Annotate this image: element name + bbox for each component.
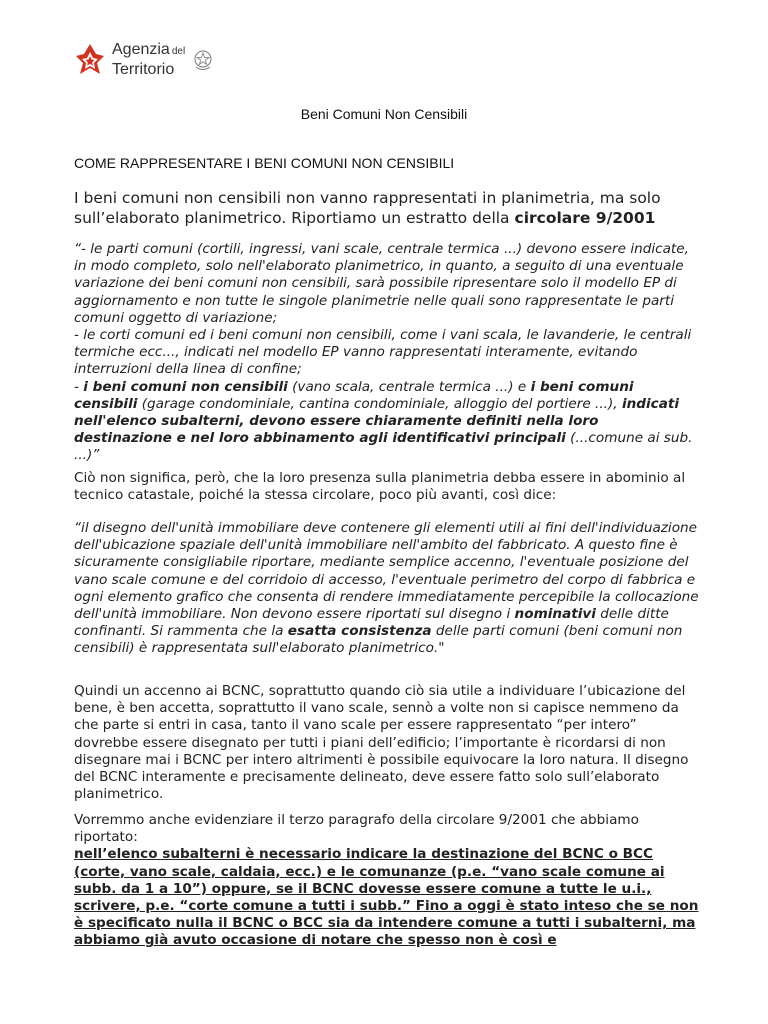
agenzia-logo (74, 40, 213, 80)
paragraph-2: Quindi un accenno ai BCNC, soprattutto quando ciò sia utile a individuare l’ubicazione del bene, è ben accetta, soprattutto il vano scale, sennò a volte non si capisce nemmeno da che parte si entri in casa, tanto il vano scale per essere rappresentato “per intero” dovrebbe essere disegnato per tutti i piani dell’edificio; l’importante è ricordarsi di non disegnare mai i BCNC per intero altrimenti è possibile equivocare la loro natura. Il disegno del BCNC interamente e precisamente delineato, deve essere fatto solo sull’elaborato planimetrico. (74, 683, 689, 803)
quote1-p2: - le corti comuni ed i beni comuni non censibili, come i vani scala, le lavanderie, le centrali termiche ecc..., indicati nel modello EP vanno rappresentati interamente, evitando interruzioni della linea di confine; (74, 327, 692, 378)
quote1-p3-g: (...comune ai sub. ...)” (74, 430, 693, 464)
agenzia-wordmark (112, 41, 185, 79)
quote-circolare-1 (74, 241, 700, 465)
quote1-p3-a: - (74, 378, 84, 395)
paragraph-1: Ciò non significa, però, che la loro presenza sulla planimetria debba essere in abominio al tecnico catastale, poiché la stessa circolare, poco più avanti, così dice: (74, 470, 686, 504)
logo-agenzia: Agenzia (112, 41, 170, 58)
quote1-p3 (74, 379, 700, 465)
quote1-p3-f: indicati nell'elenco subalterni, devono essere chiaramente definiti nella loro destinazione e nel loro abbinamento agli identificativi principali (74, 395, 680, 447)
logo-territorio: Territorio (112, 61, 175, 78)
quote2-e: delle parti comuni (beni comuni non censibili) è rappresentata sull'elaborato planimetrico." (74, 623, 683, 657)
intro-paragraph (74, 188, 694, 228)
quote1-p3-b: i beni comuni non censibili (83, 378, 288, 395)
paragraph-3-underlined: nell’elenco subalterni è necessario indicare la destinazione del BCNC o BCC (corte, vano scale, caldaia, ecc.) e le comunanze (p.e. “vano scale comune ai subb. da 1 a 10”) oppure, se il BCNC dovesse essere comune a tutte le u.i., scrivere, p.e. “corte comune a tutti i subb.” Fino a oggi è stato inteso che se non è specificato nulla il BCNC o BCC sia da intendere comune a tutti i subalterni, ma abbiamo già avuto occasione di notare che spesso non è così e (74, 846, 699, 949)
intro-text: I beni comuni non censibili non vanno rappresentati in planimetria, ma solo sull’elaborato planimetrico. Riportiamo un estratto della (74, 189, 661, 227)
paragraph-3 (74, 812, 700, 950)
quote1-p3-d: i beni comuni censibili (74, 378, 634, 412)
page-title: Beni Comuni Non Censibili (300, 106, 468, 122)
section-heading: COME RAPPRESENTARE I BENI COMUNI NON CENSIBILI (74, 155, 455, 171)
republic-emblem-icon (193, 48, 213, 72)
quote2-d: esatta consistenza (287, 623, 432, 640)
quote1-p3-e: (garage condominiale, cantina condominiale, alloggio del portiere ...), (137, 395, 622, 412)
paragraph-3-intro: Vorremmo anche evidenziare il terzo paragrafo della circolare 9/2001 che abbiamo riportato: (74, 812, 639, 846)
quote1-p1: “- le parti comuni (cortili, ingressi, vani scale, centrale termica ...) devono essere indicate, in modo completo, solo nell'elaborato planimetrico, in quanto, a seguito di una eventuale variazione dei beni comuni non censibili, sarà possibile ripresentare solo il modello EP di aggiornamento e non tutte le singole planimetrie nelle quali sono rappresentate le parti comuni oggetto di variazione; (74, 241, 689, 326)
quote-circolare-2 (74, 520, 700, 658)
logo-del: del (171, 46, 186, 57)
agenzia-star-icon (74, 42, 106, 78)
intro-bold: circolare 9/2001 (514, 209, 656, 227)
quote2-b: nominativi (514, 606, 596, 623)
quote2-a: “il disegno dell'unità immobiliare deve contenere gli elementi utili ai fini dell'individuazione dell'ubicazione spaziale dell'unità immobiliare nell'ambito del fabbricato. A questo fine è sicuramente consigliabile riportare, mediante semplice accenno, l'eventuale posizione del vano scale comune e del corridoio di accesso, l'eventuale perimetro del corpo di fabbrica e ogni elemento grafico che consenta di rendere immediatamente percepibile la collocazione dell'unità immobiliare. Non devono essere riportati sul disegno i (74, 520, 699, 623)
quote1-p3-c: (vano scala, centrale termica ...) e (287, 378, 531, 395)
quote2-c: delle ditte confinanti. Si rammenta che la (74, 606, 669, 640)
